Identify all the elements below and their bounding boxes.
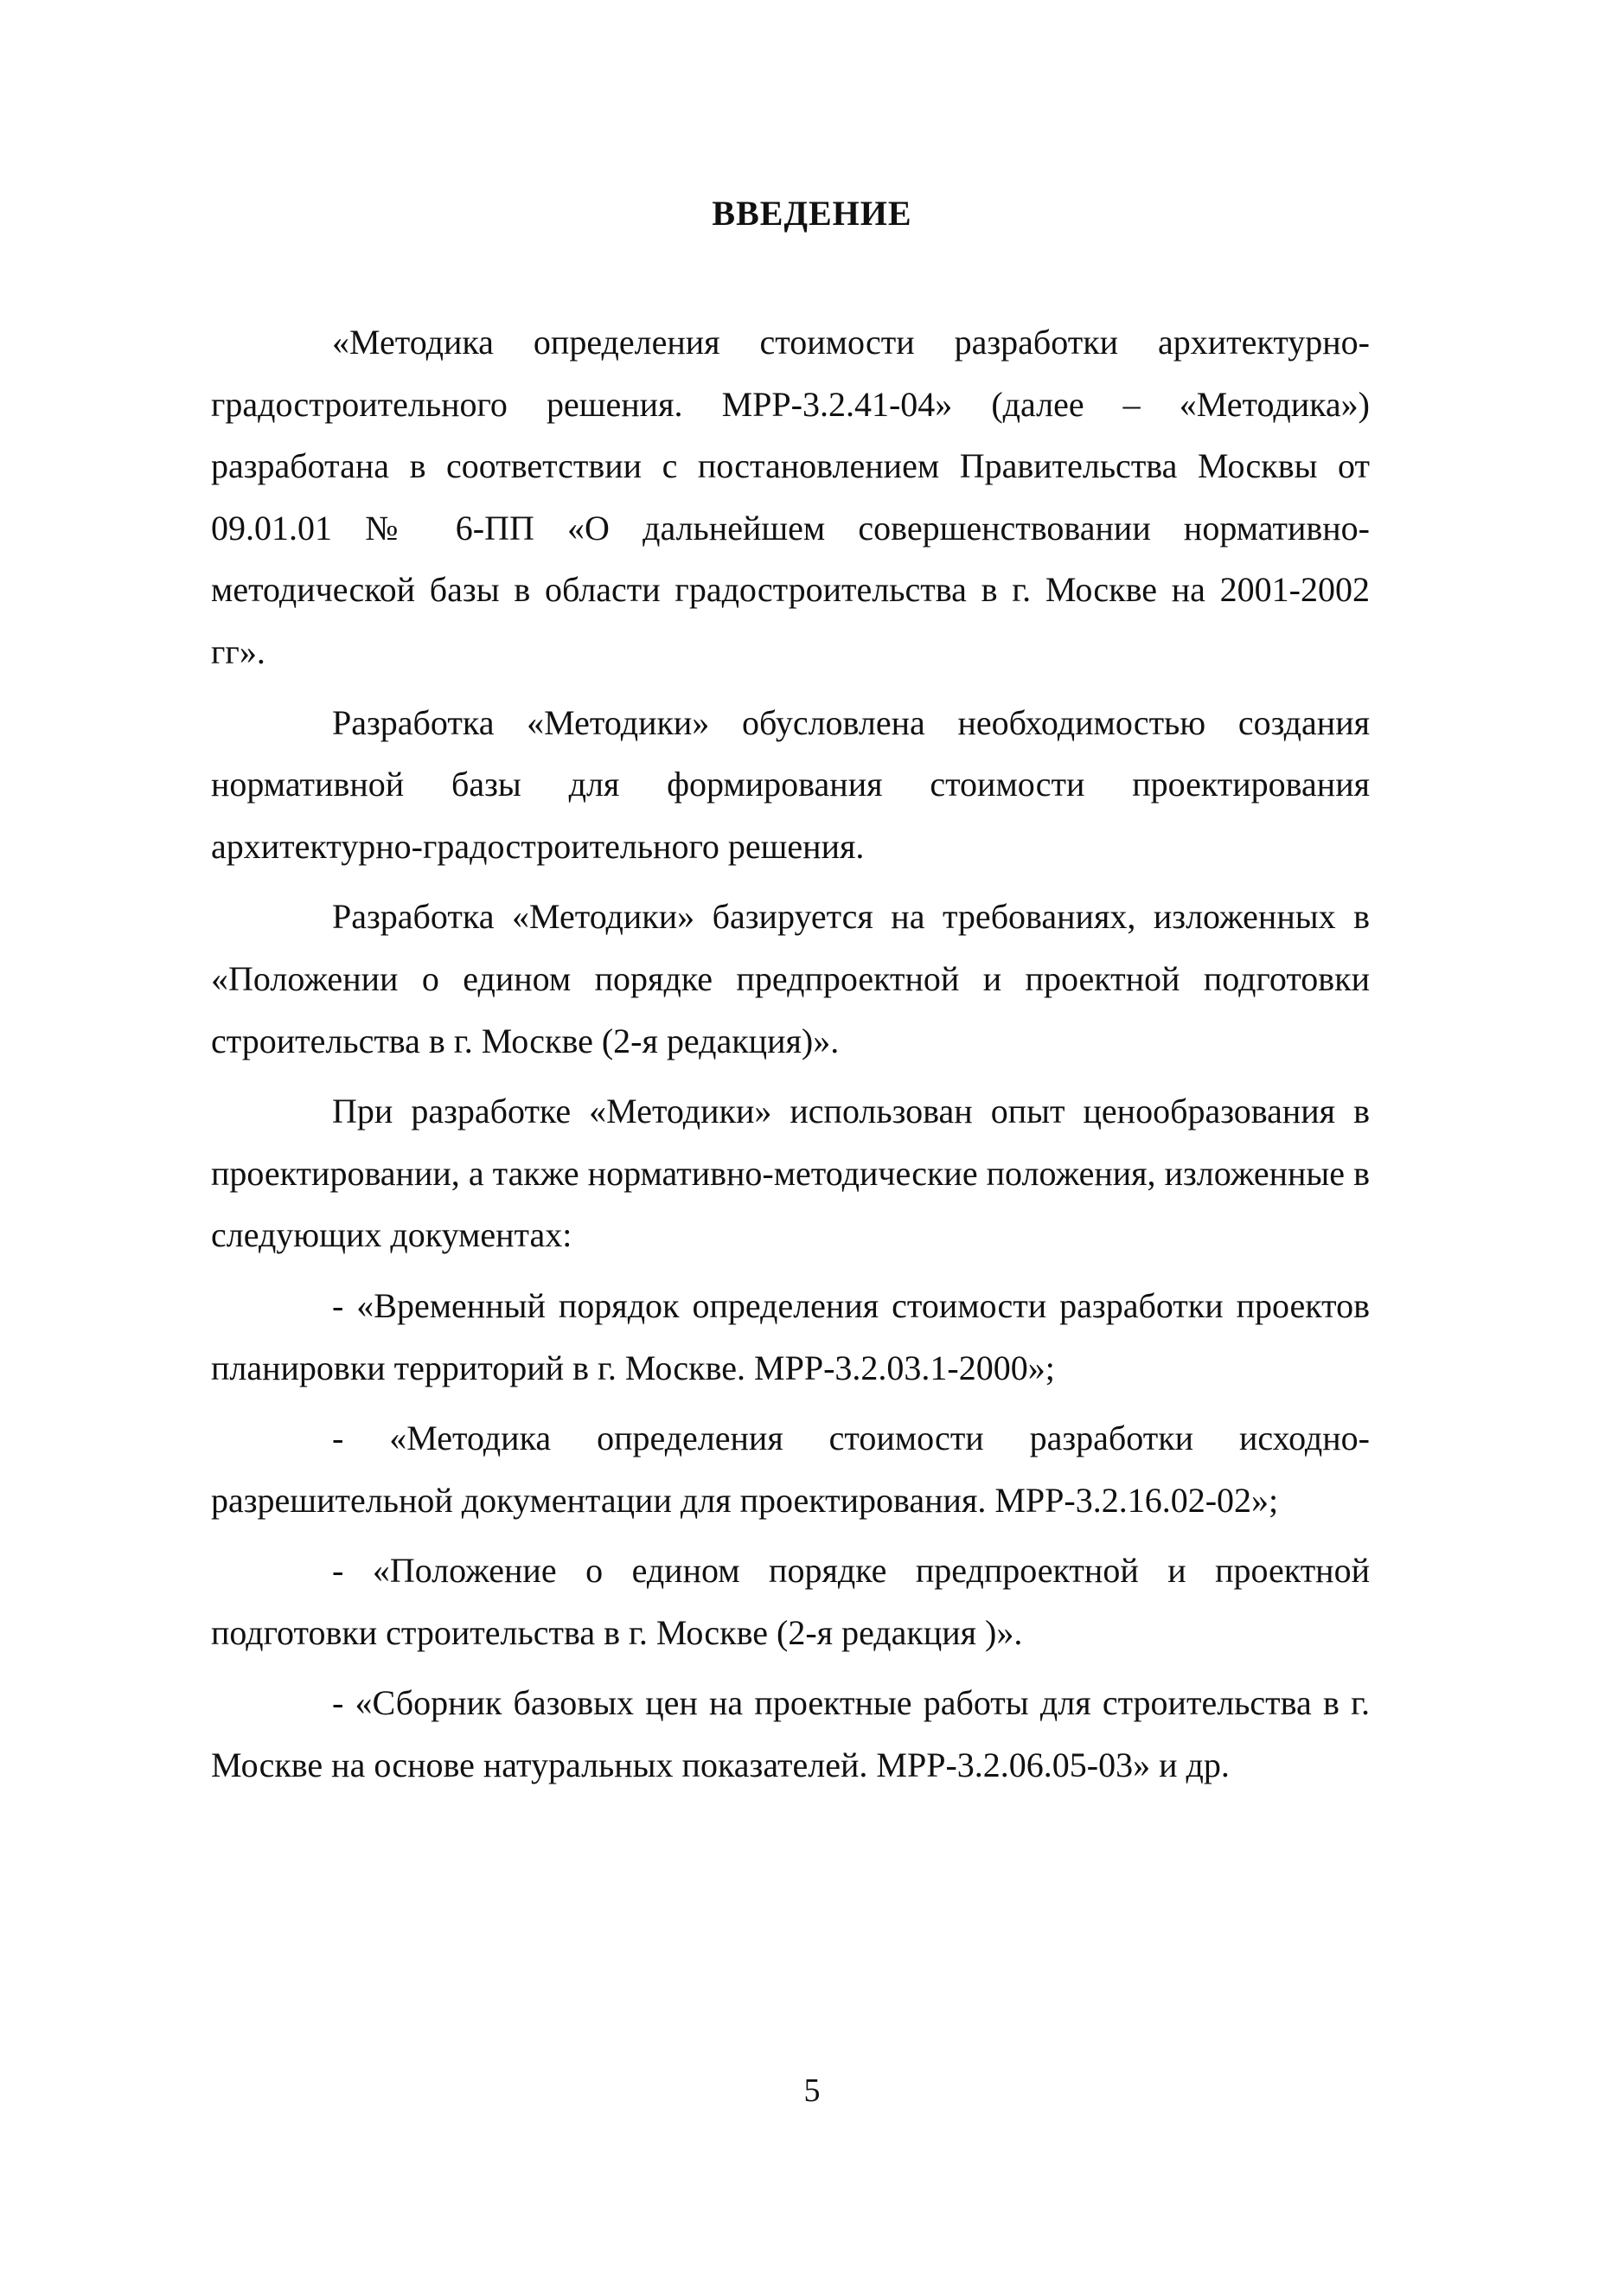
paragraph-requirements: Разработка «Методики» базируется на требованиях, изложенных в «Положении о едином порядке предпроектной и проектной подготовки строительства в г. Москве (2-я редакция)». — [211, 897, 1370, 1060]
list-item-reference-2: - «Методика определения стоимости разработки исходно-разрешительной документации для проектирования. МРР-3.2.16.02-02»; — [211, 1419, 1370, 1520]
list-item-reference-4: - «Сборник базовых цен на проектные работы для строительства в г. Москве на основе натуральных показателей. МРР-3.2.06.05-03» и др. — [211, 1683, 1370, 1785]
page-title: ВВЕДЕНИЕ — [712, 194, 912, 233]
paragraph-experience: При разработке «Методики» использован опыт ценообразования в проектировании, а также нормативно-методические положения, изложенные в следующих документах: — [211, 1092, 1370, 1255]
list-item-reference-3: - «Положение о едином порядке предпроектной и проектной подготовки строительства в г. Москве (2-я редакция )». — [211, 1551, 1370, 1652]
page-number: 5 — [803, 2072, 821, 2109]
document-body — [211, 311, 1370, 1797]
list-item-reference-1: - «Временный порядок определения стоимости разработки проектов планировки территорий в г. Москве. МРР-3.2.03.1-2000»; — [211, 1285, 1370, 1387]
paragraph-intro: «Методика определения стоимости разработки архитектурно-градостроительного решения. МРР-3.2.41-04» (далее – «Методика») разработана в соответствии с постановлением Правительства Москвы от 09.01.01 № 6-ПП «О дальнейшем совершенствовании нормативно-методической базы в области градостроительства в г. Москве на 2001-2002 гг». — [211, 323, 1370, 671]
paragraph-purpose: Разработка «Методики» обусловлена необходимостью создания нормативной базы для формирования стоимости проектирования архитектурно-градостроительного решения. — [211, 702, 1370, 866]
